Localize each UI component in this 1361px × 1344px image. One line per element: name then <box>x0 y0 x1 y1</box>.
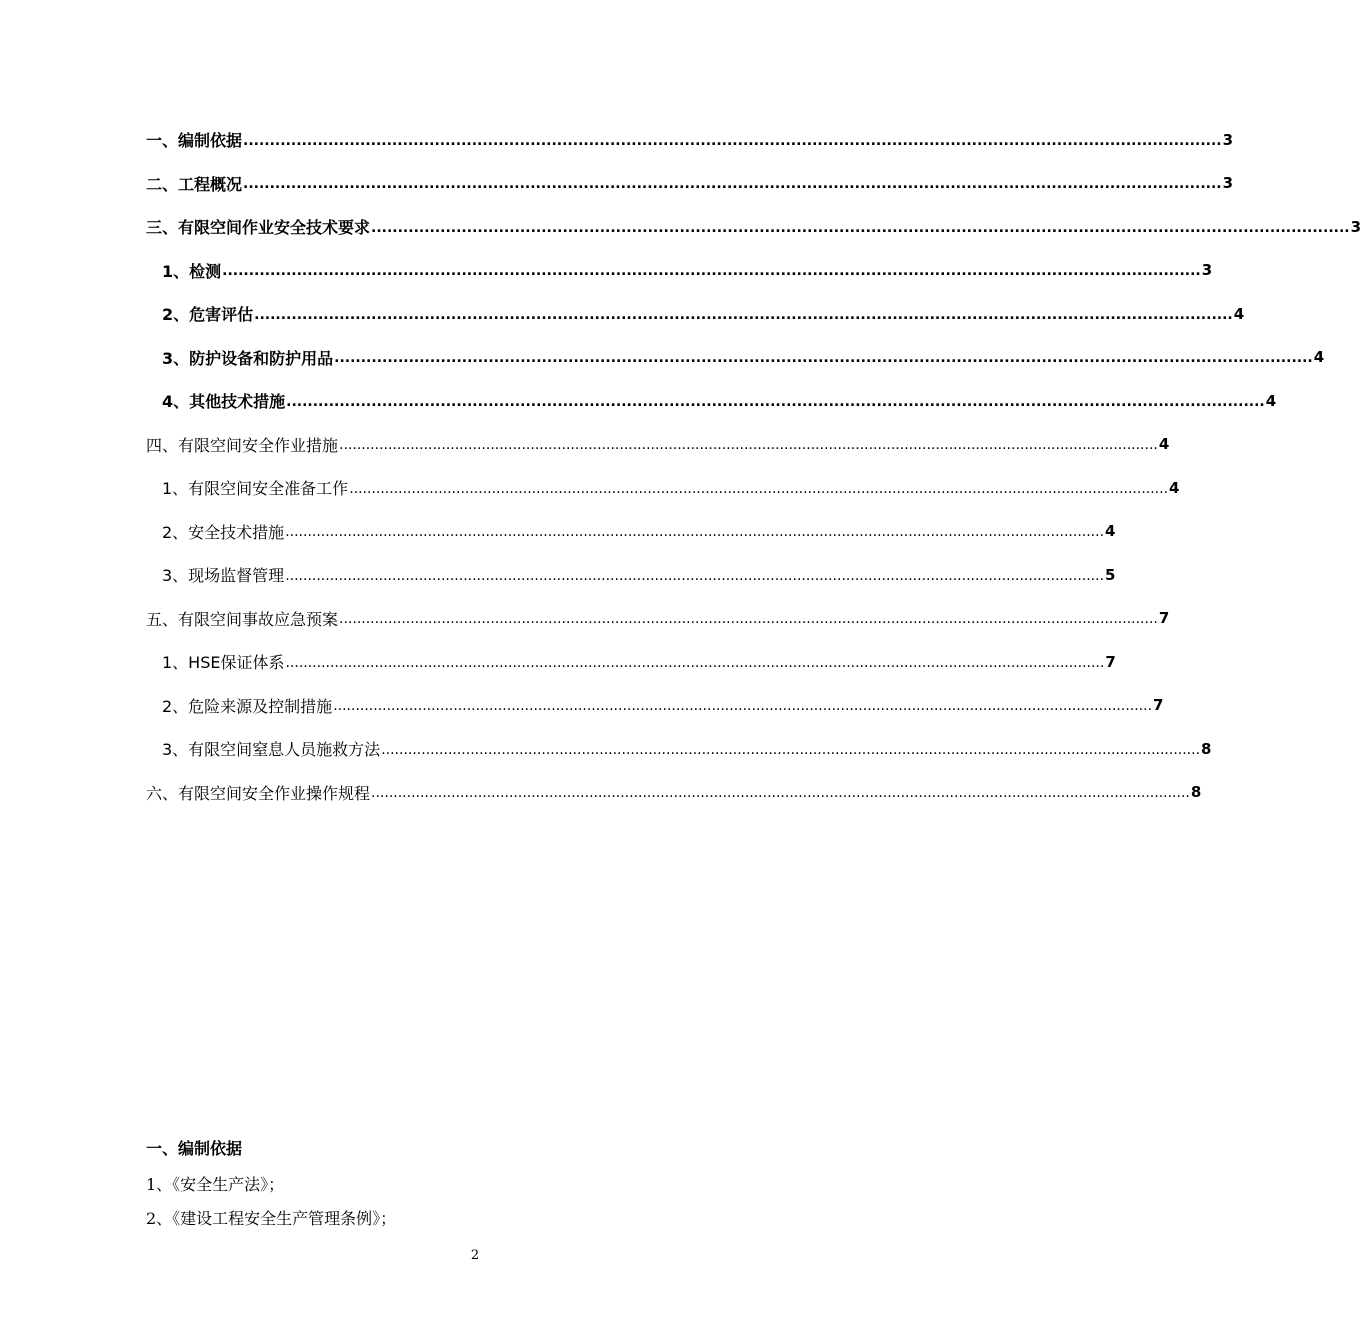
toc-entry[interactable] <box>146 292 1245 336</box>
toc-entry-page: 4 <box>1233 304 1245 323</box>
toc-entry-title: 4、其他技术措施 <box>162 389 285 412</box>
toc-entry-page: 3 <box>1222 174 1234 193</box>
toc-dot-leader: ........................................................................................................................................................................................ <box>334 350 1313 367</box>
toc-entry-page: 3 <box>1222 130 1234 149</box>
toc-entry-title: 2、安全技术措施 <box>162 520 284 543</box>
toc-entry-page: 3 <box>1201 261 1213 280</box>
toc-entry-page: 5 <box>1105 565 1116 584</box>
toc-entry-page: 4 <box>1169 478 1180 497</box>
toc-entry-page: 4 <box>1265 391 1277 410</box>
toc-dot-leader: ........................................................................................................................................................................................ <box>285 654 1105 671</box>
toc-entry-title: 2、危害评估 <box>162 302 253 325</box>
toc-dot-leader: ........................................................................................................................................................................................ <box>381 741 1201 758</box>
toc-entry[interactable] <box>146 597 1170 641</box>
toc-entry[interactable] <box>146 771 1202 815</box>
section-heading: 一、编制依据 <box>146 1139 243 1158</box>
toc-entry-title: 二、工程概况 <box>146 172 242 195</box>
toc-dot-leader: ........................................................................................................................................................................................ <box>243 176 1222 193</box>
toc-entry-title: 1、有限空间安全准备工作 <box>162 476 348 499</box>
toc-entry-title: 3、现场监督管理 <box>162 563 284 586</box>
section-basis <box>146 1130 806 1236</box>
toc-entry-title: 一、编制依据 <box>146 128 242 151</box>
toc-entry[interactable] <box>146 727 1212 771</box>
toc-entry[interactable] <box>146 205 1361 249</box>
toc-entry-page: 7 <box>1105 652 1116 671</box>
toc-entry[interactable] <box>146 466 1180 510</box>
toc-dot-leader: ........................................................................................................................................................................................ <box>349 480 1169 497</box>
toc-entry-title: 四、有限空间安全作业措施 <box>146 433 338 456</box>
toc-entry-title: 3、有限空间窒息人员施救方法 <box>162 737 380 760</box>
toc-dot-leader: ........................................................................................................................................................................................ <box>285 567 1105 584</box>
toc-entry[interactable] <box>146 249 1213 293</box>
toc-entry-title: 3、防护设备和防护用品 <box>162 346 333 369</box>
toc-entry[interactable] <box>146 423 1170 467</box>
toc-entry[interactable] <box>146 510 1116 554</box>
table-of-contents <box>146 118 1361 814</box>
toc-dot-leader: ........................................................................................................................................................................................ <box>222 263 1201 280</box>
toc-entry-page: 7 <box>1158 609 1170 628</box>
toc-dot-leader: ........................................................................................................................................................................................ <box>333 698 1153 715</box>
toc-entry[interactable] <box>146 118 1234 162</box>
toc-dot-leader: ........................................................................................................................................................................................ <box>254 306 1233 323</box>
toc-entry-page: 8 <box>1190 783 1202 802</box>
toc-dot-leader: ........................................................................................................................................................................................ <box>371 219 1350 236</box>
toc-entry[interactable] <box>146 379 1277 423</box>
section-list-item: 1、《安全生产法》； <box>146 1175 285 1194</box>
section-list-item: 2、《建设工程安全生产管理条例》； <box>146 1209 397 1228</box>
toc-entry[interactable] <box>146 684 1164 728</box>
toc-dot-leader: ........................................................................................................................................................................................ <box>371 785 1190 802</box>
toc-entry-page: 8 <box>1201 739 1212 758</box>
toc-entry-page: 4 <box>1313 348 1325 367</box>
toc-entry[interactable] <box>146 162 1234 206</box>
toc-dot-leader: ........................................................................................................................................................................................ <box>243 132 1222 149</box>
toc-entry-title: 三、有限空间作业安全技术要求 <box>146 215 370 238</box>
toc-entry-page: 7 <box>1153 696 1164 715</box>
toc-entry-page: 4 <box>1105 522 1116 541</box>
toc-dot-leader: ........................................................................................................................................................................................ <box>286 393 1265 410</box>
page-number: 2 <box>470 1248 480 1263</box>
toc-dot-leader: ........................................................................................................................................................................................ <box>285 524 1105 541</box>
toc-entry-title: 五、有限空间事故应急预案 <box>146 607 338 630</box>
toc-entry-page: 3 <box>1350 217 1361 236</box>
toc-entry-page: 4 <box>1158 435 1170 454</box>
toc-entry-title: 1、检测 <box>162 259 221 282</box>
toc-entry[interactable] <box>146 640 1116 684</box>
toc-entry-title: 2、危险来源及控制措施 <box>162 694 332 717</box>
toc-entry[interactable] <box>146 553 1116 597</box>
toc-entry-title: 1、HSE保证体系 <box>162 650 284 673</box>
toc-entry-title: 六、有限空间安全作业操作规程 <box>146 781 370 804</box>
toc-dot-leader: ........................................................................................................................................................................................ <box>339 437 1158 454</box>
toc-dot-leader: ........................................................................................................................................................................................ <box>339 611 1158 628</box>
toc-entry[interactable] <box>146 336 1325 380</box>
